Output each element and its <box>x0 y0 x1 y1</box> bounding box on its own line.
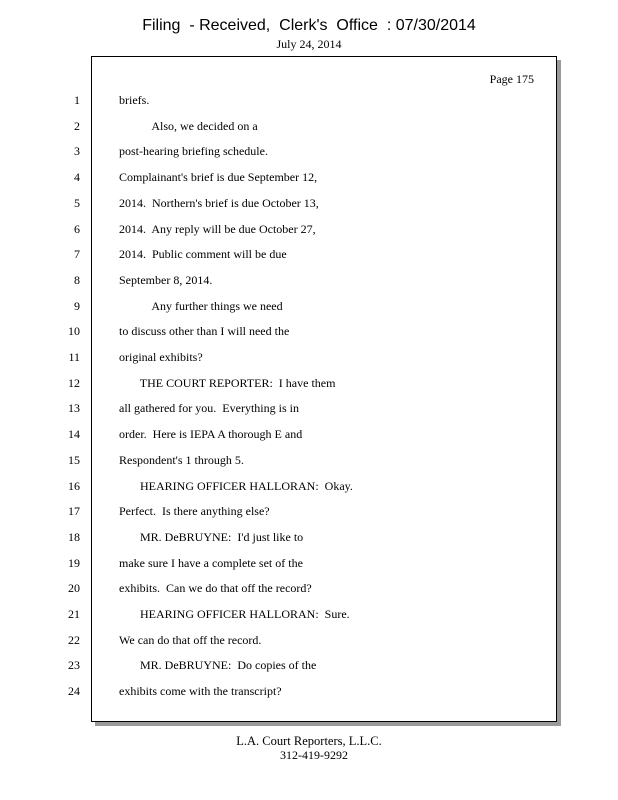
line-text: Any further things we need <box>119 299 283 313</box>
line-text: original exhibits? <box>119 350 203 364</box>
line-number: 19 <box>68 556 80 570</box>
line-text: 2014. Northern's brief is due October 13, <box>119 196 319 210</box>
line-number: 20 <box>68 581 80 595</box>
line-text: to discuss other than I will need the <box>119 324 290 338</box>
line-number: 13 <box>68 401 80 415</box>
line-number: 14 <box>68 427 80 441</box>
line-text: MR. DeBRUYNE: Do copies of the <box>119 658 317 672</box>
line-text: all gathered for you. Everything is in <box>119 401 299 415</box>
line-text: post-hearing briefing schedule. <box>119 144 268 158</box>
transcript-date: July 24, 2014 <box>276 37 342 51</box>
line-number: 2 <box>74 119 80 133</box>
line-number: 24 <box>68 684 80 698</box>
page-number: Page 175 <box>489 72 534 86</box>
line-number: 17 <box>68 504 80 518</box>
line-text: HEARING OFFICER HALLORAN: Sure. <box>119 607 350 621</box>
line-number: 3 <box>74 144 80 158</box>
line-number: 6 <box>74 222 80 236</box>
line-text: 2014. Public comment will be due <box>119 247 287 261</box>
line-number: 16 <box>68 479 80 493</box>
line-text: exhibits come with the transcript? <box>119 684 282 698</box>
line-number: 21 <box>68 607 80 621</box>
line-number: 18 <box>68 530 80 544</box>
line-text: MR. DeBRUYNE: I'd just like to <box>119 530 304 544</box>
line-number: 8 <box>74 273 80 287</box>
line-number: 11 <box>68 350 80 364</box>
line-text: Respondent's 1 through 5. <box>119 453 244 467</box>
line-text: HEARING OFFICER HALLORAN: Okay. <box>119 479 353 493</box>
line-number: 12 <box>68 376 80 390</box>
line-number: 5 <box>74 196 80 210</box>
line-text: Also, we decided on a <box>119 119 258 133</box>
line-text: briefs. <box>119 93 150 107</box>
line-text: make sure I have a complete set of the <box>119 556 303 570</box>
line-text: September 8, 2014. <box>119 273 213 287</box>
line-text: Complainant's brief is due September 12, <box>119 170 318 184</box>
filing-stamp: Filing - Received, Clerk's Office : 07/30/2014 <box>142 17 476 34</box>
line-number: 10 <box>68 324 80 338</box>
line-text: Perfect. Is there anything else? <box>119 504 270 518</box>
line-number: 4 <box>74 170 80 184</box>
line-text: 2014. Any reply will be due October 27, <box>119 222 316 236</box>
line-text: order. Here is IEPA A thorough E and <box>119 427 303 441</box>
line-number: 22 <box>68 633 80 647</box>
line-number: 9 <box>74 299 80 313</box>
line-number: 23 <box>68 658 80 672</box>
line-text: THE COURT REPORTER: I have them <box>119 376 336 390</box>
line-text: exhibits. Can we do that off the record? <box>119 581 312 595</box>
line-number: 7 <box>74 247 80 261</box>
line-number: 15 <box>68 453 80 467</box>
line-number: 1 <box>74 93 80 107</box>
footer-phone: 312-419-9292 <box>280 748 348 762</box>
footer-company: L.A. Court Reporters, L.L.C. <box>236 734 382 748</box>
line-text: We can do that off the record. <box>119 633 262 647</box>
